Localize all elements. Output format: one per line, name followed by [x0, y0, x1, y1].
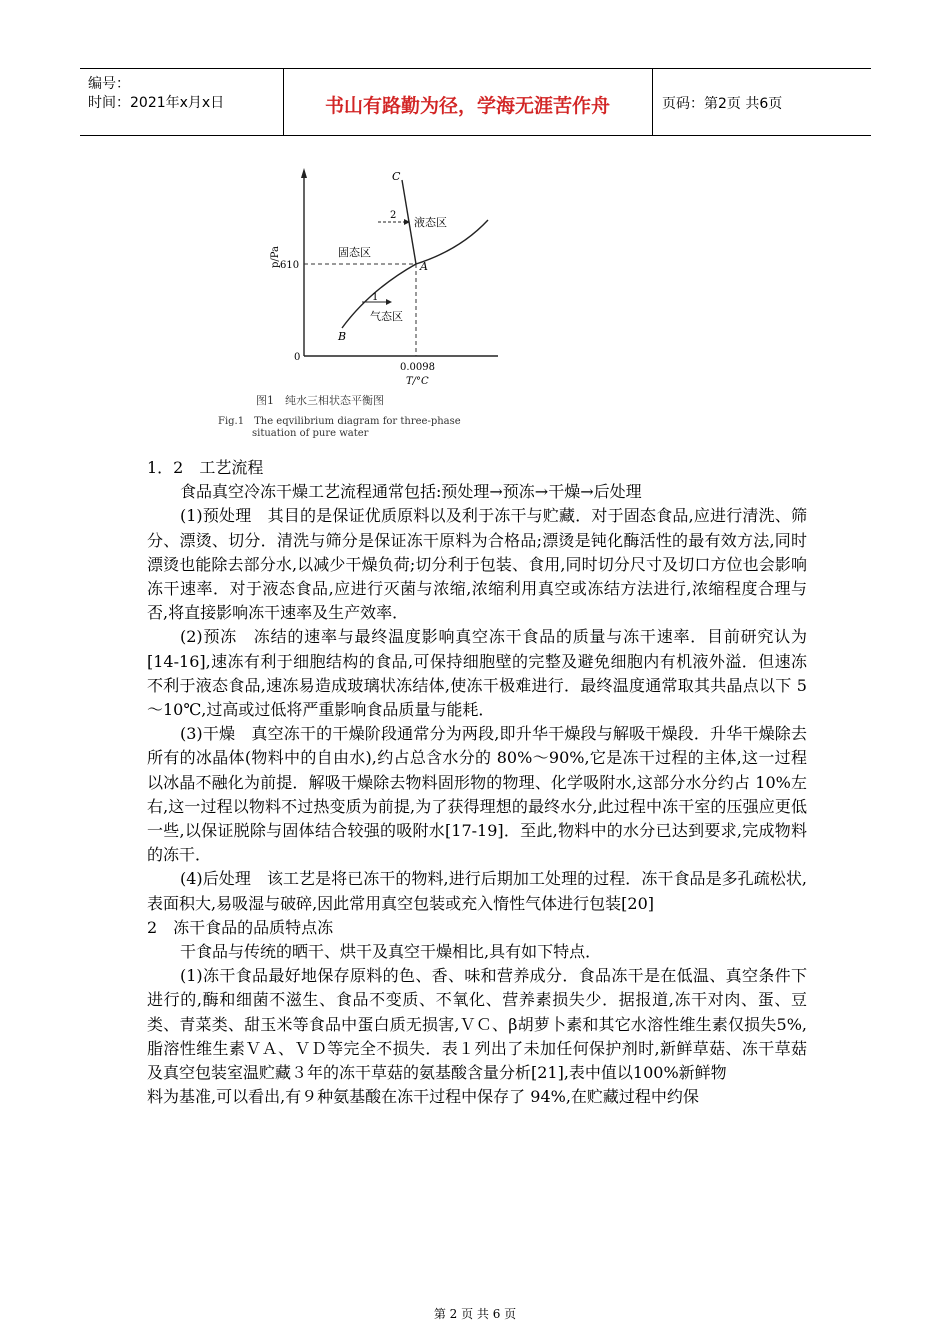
arrow-1-head: [386, 299, 392, 305]
paragraph: (3)干燥 真空冻干的干燥阶段通常分为两段,即升华干燥段与解吸干燥段．升华干燥除去所有的冰晶体(物料中的自由水),约占总含水分的 80%～90%,它是冻干过程的主体,这一过程以冰晶不融化为前提．解吸干燥除去物料固形物的物理、化学吸附水,这部分水分约占 10%左右,这一过程以物料不过热变质为前提,为了获得理想的最终水分,此过程中冻干室的压强应更低一些,以保证脱除与固体结合较强的吸附水[17-19]．至此,物料中的水分已达到要求,完成物料的冻干．: [147, 724, 807, 865]
y-tick-610: 610: [280, 260, 300, 271]
paragraph: 干食品与传统的晒干、烘干及真空干燥相比,具有如下特点．: [180, 942, 602, 962]
phase-diagram-figure: [218, 160, 510, 450]
header-motto: 书山有路勤为径，学海无涯苦作舟: [324, 95, 610, 117]
x-axis-label: T/°C: [406, 376, 429, 387]
point-b: B: [338, 330, 347, 343]
page-header: [80, 68, 871, 136]
paragraph: (1)预处理 其目的是保证优质原料以及利于冻干与贮藏．对于固态食品,应进行清洗、筛分、漂烫、切分．清洗与筛分是保证冻干原料为合格品;漂烫是钝化酶活性的最有效方法,同时漂烫也能除去部分水,以减少干燥负荷;切分利于包装、食用,同时切分尺寸及切口方位也会影响冻干速率．对于液态食品,应进行灭菌与浓缩,浓缩利用真空或冻结方法进行,浓缩程度合理与否,将直接影响冻干速率及生产效率．: [147, 506, 807, 623]
header-page-info: 页码：第2页 共6页: [662, 96, 783, 112]
figure-caption-en-line2: situation of pure water: [252, 428, 369, 439]
paragraph: (4)后处理 该工艺是将已冻干的物料,进行后期加工处理的过程．冻干食品是多孔疏松状,表面积大,易吸湿与破碎,因此常用真空包装或充入惰性气体进行包装[20]: [147, 869, 807, 913]
figure-caption-cn: 图1 纯水三相状态平衡图: [256, 394, 384, 407]
paragraph: (2)预冻 冻结的速率与最终温度影响真空冻干食品的质量与冻干速率．目前研究认为[14-16],速冻有利于细胞结构的食品,可保持细胞壁的完整及避免细胞内有机液外溢．但速冻不利于液态食品,速冻易造成玻璃状冻结体,使冻干极难进行．最终温度通常取其共晶点以下 5～10℃,过高或过低将严重影响食品质量与能耗．: [147, 627, 807, 720]
arrow-1-label: 1: [372, 292, 379, 303]
page-footer: 第 2 页 共 6 页: [433, 1307, 517, 1321]
section-heading-1-2: 1．2 工艺流程: [147, 458, 264, 477]
paragraph: 料为基准,可以看出,有９种氨基酸在冻干过程中保存了 94%,在贮藏过程中约保: [147, 1087, 699, 1107]
point-a: A: [420, 260, 428, 273]
x-tick: 0.0098: [400, 362, 435, 373]
gas-region-label: 气态区: [370, 310, 403, 323]
arrow-2-label: 2: [390, 210, 397, 221]
y-axis-label: p/Pa: [270, 245, 281, 268]
paragraph: 食品真空冷冻干燥工艺流程通常包括:预处理→预冻→干燥→后处理: [180, 482, 642, 502]
y-tick-0: 0: [294, 352, 301, 363]
section-heading-2: 2 冻干食品的品质特点冻: [147, 917, 334, 937]
liquid-region-label: 液态区: [414, 216, 447, 229]
doc-number-label: 编号：: [88, 76, 130, 92]
point-c: C: [392, 170, 401, 183]
solid-region-label: 固态区: [338, 246, 371, 259]
header-meta: [88, 75, 224, 113]
y-axis-arrowhead: [301, 168, 307, 178]
figure-caption-en-line1: Fig.1 The eqvilibrium diagram for three-phase: [218, 416, 461, 427]
doc-date-label: 时间：2021年x月x日: [88, 95, 225, 111]
header-divider: [652, 69, 653, 135]
document-body: [147, 456, 807, 1109]
paragraph: (1)冻干食品最好地保存原料的色、香、味和营养成分．食品冻干是在低温、真空条件下进行的,酶和细菌不滋生、食品不变质、不氧化、营养素损失少．据报道,冻干对肉、蛋、豆类、青菜类、甜玉米等食品中蛋白质无损害,ＶＣ、β胡萝卜素和其它水溶性维生素仅损失5%,脂溶性维生素ＶＡ、ＶＤ等完全不损失．表１列出了未加任何保护剂时,新鲜草菇、冻干草菇及真空包装室温贮藏３年的冻干草菇的氨基酸含量分析[21],表中值以100%新鲜物: [147, 966, 807, 1083]
